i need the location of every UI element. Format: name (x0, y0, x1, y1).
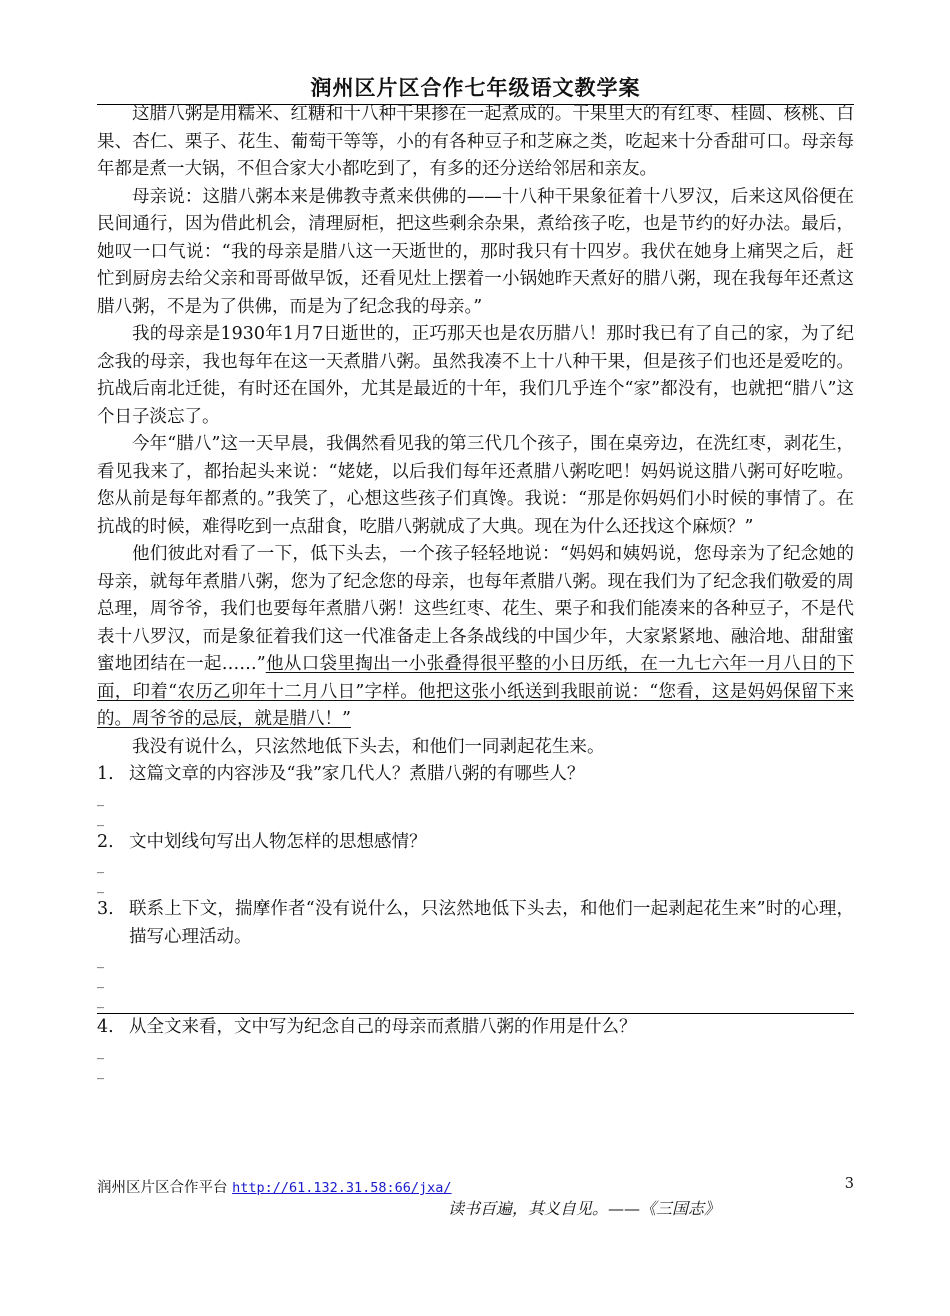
platform-link[interactable]: http://61.132.31.58:66/jxa/ (232, 1180, 452, 1196)
question-3 (97, 896, 854, 951)
article-paragraph-4: 今年“腊八”这一天早晨，我偶然看见我的第三代几个孩子，围在桌旁边，在洗红枣，剥花生，看见我来了，都抬起头来说：“姥姥，以后我们每年还煮腊八粥吃吧！妈妈说这腊八粥可好吃啦。您从前是每年都煮的。”我笑了，心想这些孩子们真馋。我说：“那是你妈妈们小时候的事情了。在抗战的时候，难得吃到一点甜食，吃腊八粥就成了大典。现在为什么还找这个麻烦？” (97, 434, 854, 537)
question-text: 文中划线句写出人物怎样的思想感情？ (129, 831, 427, 852)
page-footer (97, 1176, 854, 1197)
answer-line[interactable]: _ (97, 993, 104, 1009)
page-number: 3 (844, 1176, 854, 1192)
question-2 (97, 829, 854, 857)
question-number: 3. (97, 899, 114, 919)
footer-platform-name: 润州区片区合作平台 (97, 1180, 228, 1196)
article-paragraph-3: 我的母亲是1930年1月7日逝世的，正巧那天也是农历腊八！那时我已有了自己的家，为了纪念我的母亲，我也每年在这一天煮腊八粥。虽然我凑不上十八种干果，但是孩子们也还是爱吃的。抗战后南北迁徙，有时还在国外，尤其是最近的十年，我们几乎连个“家”都没有，也就把“腊八”这个日子淡忘了。 (97, 324, 854, 427)
answer-line[interactable]: _ (97, 953, 104, 969)
answer-line[interactable]: _ (97, 810, 104, 827)
answer-line[interactable]: _ (97, 790, 104, 807)
question-number: 1. (97, 764, 114, 784)
question-text: 这篇文章的内容涉及“我”家几代人？煮腊八粥的有哪些人？ (129, 764, 585, 784)
footer-platform (97, 1176, 452, 1197)
answer-line[interactable]: _ (97, 858, 104, 874)
footer-quote: 读书百遍，其义自见。——《三国志》 (448, 1199, 721, 1218)
question-number: 4. (97, 1017, 114, 1037)
page-title: 润州区片区合作七年级语文教学案 (97, 72, 854, 105)
paragraph-5-text: 他们彼此对看了一下，低下头去，一个孩子轻轻地说：“妈妈和姨妈说，您母亲为了纪念她的母亲，就每年煮腊八粥，您为了纪念您的母亲，也每年煮腊八粥。现在我们为了纪念我们敬爱的周总理，周爷爷，我们也要每年煮腊八粥！这些红枣、花生、栗子和我们能凑来的各种豆子，不是代表十八罗汉，而是象征着我们这一代准备走上各条战线的中国少年，大家紧紧地、融洽地、甜甜蜜蜜地团结在一起……” (97, 544, 854, 674)
underlined-sentence: 他从口袋里掏出一小张叠得很平整的小日历纸，在一九七六年一月八日的下面，印着“农历乙卯年十二月八日”字样。他把这张小纸送到我眼前说：“您看，这是妈妈保留下来的。周爷爷的忌辰，就是腊八！” (97, 654, 854, 729)
answer-line[interactable]: _ (97, 973, 104, 989)
article-paragraph-5 (97, 541, 854, 734)
question-1 (97, 761, 854, 789)
answer-line[interactable]: _ (97, 878, 104, 894)
question-4 (97, 1014, 854, 1042)
question-number: 2. (97, 831, 114, 852)
question-text: 从全文来看，文中写为纪念自己的母亲而煮腊八粥的作用是什么？ (129, 1017, 637, 1037)
article-paragraph-6: 我没有说什么，只泫然地低下头去，和他们一同剥起花生来。 (132, 736, 605, 757)
article-paragraph-2: 母亲说：这腊八粥本来是佛教寺煮来供佛的——十八种干果象征着十八罗汉，后来这风俗便在民间通行，因为借此机会，清理厨柜，把这些剩余杂果，煮给孩子吃，也是节约的好办法。最后，她叹一口气说：“我的母亲是腊八这一天逝世的，那时我只有十四岁。我伏在她身上痛哭之后，赶忙到厨房去给父亲和哥哥做早饭，还看见灶上摆着一小锅她昨天煮好的腊八粥，现在我每年还煮这腊八粥，不是为了供佛，而是为了纪念我的母亲。” (97, 186, 854, 317)
question-text: 联系上下文，揣摩作者“没有说什么，只泫然地低下头去，和他们一起剥起花生来”时的心理，描写心理活动。 (129, 899, 854, 947)
article-paragraph-1: 这腊八粥是用糯米、红糖和十八种干果掺在一起煮成的。干果里大的有红枣、桂圆、核桃、白果、杏仁、栗子、花生、葡萄干等等，小的有各种豆子和芝麻之类，吃起来十分香甜可口。母亲每年都是煮一大锅，不但合家大小都吃到了，有多的还分送给邻居和亲友。 (97, 104, 854, 179)
document-body (97, 101, 854, 1082)
answer-line[interactable]: _ (97, 1043, 104, 1060)
answer-line[interactable]: _ (97, 1063, 104, 1080)
